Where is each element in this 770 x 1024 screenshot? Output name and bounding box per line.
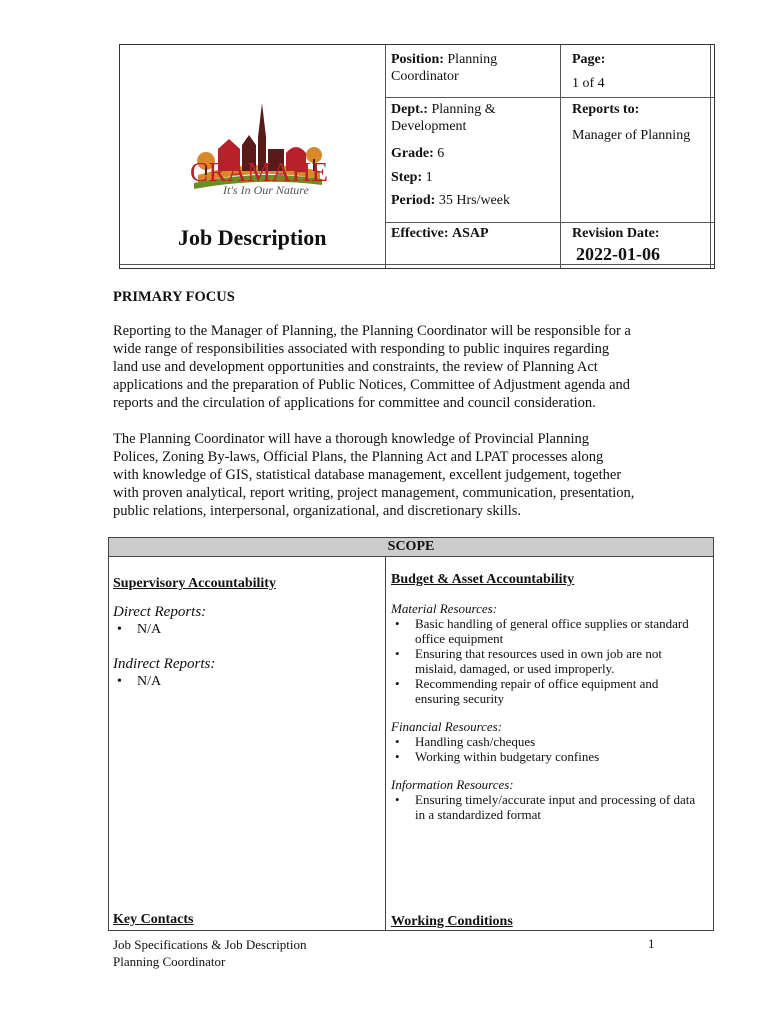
- reports-to-label: Reports to:: [572, 102, 640, 117]
- period-value: 35 Hrs/week: [438, 193, 510, 208]
- list-item: • N/A: [113, 622, 379, 637]
- position-cell: [391, 51, 556, 85]
- list-item: • Recommending repair of office equipment and ensuring security: [391, 676, 711, 706]
- dept-value: Planning &: [431, 102, 496, 117]
- reports-to-cell: [572, 101, 639, 118]
- indirect-reports-label: Indirect Reports:: [113, 656, 216, 672]
- page-label: Page:: [572, 52, 606, 67]
- dept-value-line2: Development: [391, 119, 467, 134]
- list-item: • Ensuring that resources used in own job are not mislaid, damaged, or used improperly.: [391, 646, 711, 676]
- paragraph-line: applications and the preparation of Public Notices, Committee of Adjustment agenda and: [113, 377, 631, 393]
- logo-wordmark: CRAMAHE: [190, 157, 329, 187]
- header-divider: [560, 45, 561, 268]
- header-border: [120, 264, 714, 265]
- paragraph-line: The Planning Coordinator will have a thorough knowledge of Provincial Planning: [113, 431, 590, 447]
- direct-reports-label: Direct Reports:: [113, 604, 207, 620]
- primary-focus-paragraph-2: [113, 430, 673, 520]
- scope-table: [108, 537, 714, 931]
- paragraph-line: with knowledge of GIS, statistical database management, excellent judgement, together: [113, 467, 622, 483]
- budget-column: [391, 572, 711, 822]
- financial-resources-list: [391, 734, 711, 764]
- scope-divider: [385, 556, 386, 930]
- effective-value: ASAP: [452, 226, 489, 241]
- position-value-line2: Coordinator: [391, 69, 459, 84]
- header-divider: [385, 97, 714, 98]
- step-label: Step:: [391, 170, 423, 185]
- budget-heading: Budget & Asset Accountability: [391, 572, 575, 587]
- working-conditions-heading: Working Conditions: [391, 914, 513, 929]
- footer-line: Job Specifications & Job Description: [113, 937, 307, 952]
- indirect-reports-list: [113, 674, 379, 689]
- grade-cell: [391, 145, 444, 162]
- list-item: • Ensuring timely/accurate input and processing of data in a standardized format: [391, 792, 711, 822]
- step-cell: [391, 169, 433, 186]
- list-item: • Handling cash/cheques: [391, 734, 711, 749]
- paragraph-line: public relations, interpersonal, organizational, and discretionary skills.: [113, 503, 522, 519]
- paragraph-line: land use and development opportunities and constraints, the review of Planning Act: [113, 359, 598, 375]
- revision-date-cell: [572, 225, 660, 242]
- header-divider: [385, 45, 386, 268]
- period-label: Period:: [391, 193, 436, 208]
- primary-focus-paragraph-1: [113, 322, 673, 412]
- financial-resources-label: Financial Resources:: [391, 719, 503, 734]
- list-item: • Basic handling of general office supplies or standard office equipment: [391, 616, 711, 646]
- page-cell: [572, 51, 605, 68]
- revision-date-label: Revision Date:: [572, 226, 660, 241]
- paragraph-line: with proven analytical, report writing, project management, communication, presentation,: [113, 485, 635, 501]
- paragraph-line: Reporting to the Manager of Planning, the Planning Coordinator will be responsible for a: [113, 323, 631, 339]
- position-value: Planning: [447, 52, 498, 67]
- page-number: 1: [648, 936, 655, 951]
- scope-heading: SCOPE: [109, 538, 713, 557]
- effective-label: Effective:: [391, 226, 449, 241]
- grade-label: Grade:: [391, 146, 434, 161]
- header-table: [119, 44, 715, 269]
- key-contacts-heading: Key Contacts: [113, 912, 194, 927]
- primary-focus-heading: PRIMARY FOCUS: [113, 289, 235, 305]
- reports-to-value: Manager of Planning: [572, 128, 691, 143]
- supervisory-column: [113, 576, 379, 689]
- page-value: 1 of 4: [572, 76, 605, 91]
- document-title: Job Description: [178, 225, 327, 250]
- logo-tagline: It's In Our Nature: [223, 183, 309, 197]
- list-item: • Working within budgetary confines: [391, 749, 711, 764]
- header-border: [710, 45, 711, 268]
- period-cell: [391, 192, 510, 209]
- footer-line: Planning Coordinator: [113, 954, 226, 969]
- grade-value: 6: [437, 146, 445, 161]
- revision-date-value: 2022-01-06: [576, 244, 660, 264]
- effective-cell: [391, 225, 489, 242]
- paragraph-line: reports and the circulation of applications for committee and council consideration.: [113, 395, 596, 411]
- supervisory-heading: Supervisory Accountability: [113, 576, 276, 591]
- material-resources-label: Material Resources:: [391, 601, 498, 616]
- dept-label: Dept.:: [391, 102, 428, 117]
- information-resources-label: Information Resources:: [391, 777, 514, 792]
- page-footer: [113, 936, 307, 970]
- paragraph-line: wide range of responsibilities associated with responding to public inquires regarding: [113, 341, 610, 357]
- direct-reports-list: [113, 622, 379, 637]
- material-resources-list: [391, 616, 711, 706]
- list-item: • N/A: [113, 674, 379, 689]
- position-label: Position:: [391, 52, 444, 67]
- information-resources-list: [391, 792, 711, 822]
- dept-cell: [391, 101, 556, 135]
- header-divider: [385, 222, 714, 223]
- paragraph-line: Polices, Zoning By-laws, Official Plans, the Planning Act and LPAT processes along: [113, 449, 604, 465]
- step-value: 1: [425, 170, 433, 185]
